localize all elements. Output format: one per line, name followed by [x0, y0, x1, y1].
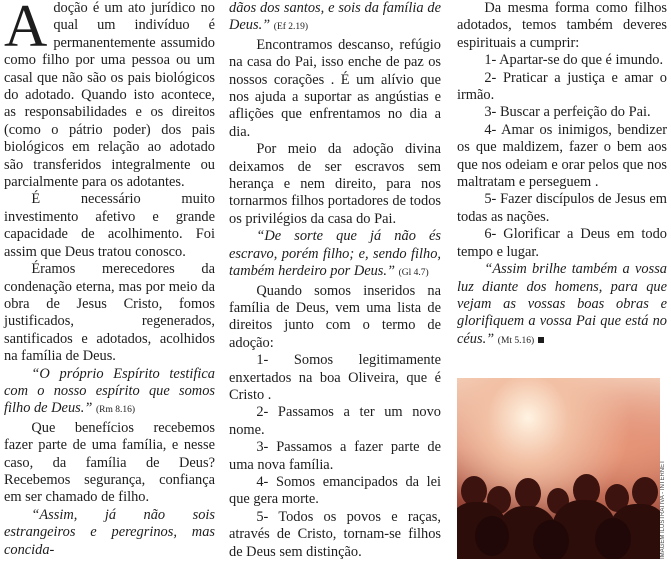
article-column-2 — [229, 0, 441, 561]
duties-item: 1- Apartar-se do que é imundo. — [484, 52, 664, 69]
quote-matthew: “Assim brilhe também a vossa luz diante dos homens, para que vejam as vossas boas obras e glorifiquem a vossa Pai que está no céus.” (Mt 5.16) — [457, 261, 667, 347]
rights-item: 4- Somos emancipados da lei que gera morte. — [229, 473, 441, 508]
crowd-silhouette — [632, 477, 658, 507]
duties-item: 3- Buscar a perfeição do Pai. — [484, 104, 651, 121]
crowd-silhouette — [475, 516, 509, 556]
crowd-silhouette — [533, 520, 569, 559]
paragraph-duties-intro: Da mesma forma como filhos adotados, temos também deveres espirituais a cumprir: — [457, 0, 667, 51]
rights-item: 3- Passamos a fazer parte de uma nova família. — [229, 439, 441, 473]
paragraph-condemnation: Éramos merecedores da condenação eterna, mas por meio da obra de Jesus Cristo, fomos justificados, regenerados, santificados e adotados, acolhidos na família de Deus. — [4, 261, 215, 365]
paragraph-rest: Encontramos descanso, refúgio na casa do Pai, isso enche de paz os nossos corações . É um alívio que nos ajuda a suportar as angústias e aflições que enfrentamos no dia a dia. — [229, 36, 441, 140]
drop-cap: A — [4, 0, 48, 59]
rights-item: 5- Todos os povos e raças, através de Cristo, tornam-se filhos de Deus sem distinção. — [229, 508, 441, 560]
quote-reference: (Rm 8.16) — [95, 405, 136, 416]
paragraph-rights-intro: Quando somos inseridos na família de Deus, vem uma lista de direitos junto com o termo de adoção: — [229, 282, 441, 351]
duties-item: 6- Glorificar a Deus em todo tempo e lugar. — [457, 226, 667, 260]
paragraph-benefits: Que benefícios recebemos fazer parte de uma família, e nesse caso, da família de Deus? Recebemos segurança, confiança em ser chamado de filho. — [4, 419, 215, 506]
duties-item: 5- Fazer discípulos de Jesus em todas as nações. — [457, 191, 667, 225]
quote-reference: (Mt 5.16) — [497, 335, 535, 346]
end-of-article-mark — [538, 337, 544, 343]
article-column-3 — [457, 0, 667, 350]
paragraph-affection: É necessário muito investimento afetivo e grande capacidade de acolhimento. Foi assim que Deus tratou conosco. — [4, 191, 215, 260]
intro-paragraph: Adoção é um ato jurídico no qual um indivíduo é permanentemente assumido como filho por uma pessoa ou um casal que não são os pais biológicos do adotado. Quando isto acontece, as responsabilidades e os direitos (como o pátrio poder) dos pais biológicos em relação ao adotado são transferidos integralmente ou parcialmente para os adotantes. — [4, 0, 215, 191]
article-column-1 — [4, 0, 215, 559]
crowd-silhouette — [515, 478, 541, 509]
rights-item: 2- Passamos a ter um novo nome. — [229, 404, 441, 438]
worship-crowd-photo — [457, 378, 660, 559]
paragraph-divine-adoption: Por meio da adoção divina deixamos de ser escravos sem herança e nem direito, para nos tornarmos filhos portadores de todos os privilégios da casa do Pai. — [229, 141, 441, 227]
quote-ephesians-end: dãos dos santos, e sois da família de Deus.” (Ef 2.19) — [229, 0, 441, 34]
photo-credit: IMAGEM ILUSTRATIVA - INTERNET — [660, 460, 666, 559]
rights-item: 1- Somos legitimamente enxertados na boa Oliveira, que é Cristo . — [229, 352, 441, 403]
duties-item: 4- Amar os inimigos, bendizer os que maldizem, fazer o bem aos que nos odeiam e orar pelos que nos maltratam e perseguem . — [457, 121, 667, 191]
quote-reference: (Gl 4.7) — [398, 268, 429, 279]
quote-romans: “O próprio Espírito testifica com o nosso espírito que somos filho de Deus.” (Rm 8.16) — [4, 365, 215, 417]
quote-reference: (Ef 2.19) — [273, 22, 309, 33]
crowd-silhouette — [595, 518, 631, 559]
quote-galatians: “De sorte que já não és escravo, porém filho; e, sendo filho, também herdeiro por Deus.” (Gl 4.7) — [229, 228, 441, 280]
duties-item: 2- Praticar a justiça e amar o irmão. — [457, 69, 667, 104]
quote-ephesians-start: “Assim, já não sois estrangeiros e peregrinos, mas concida- — [4, 506, 215, 558]
